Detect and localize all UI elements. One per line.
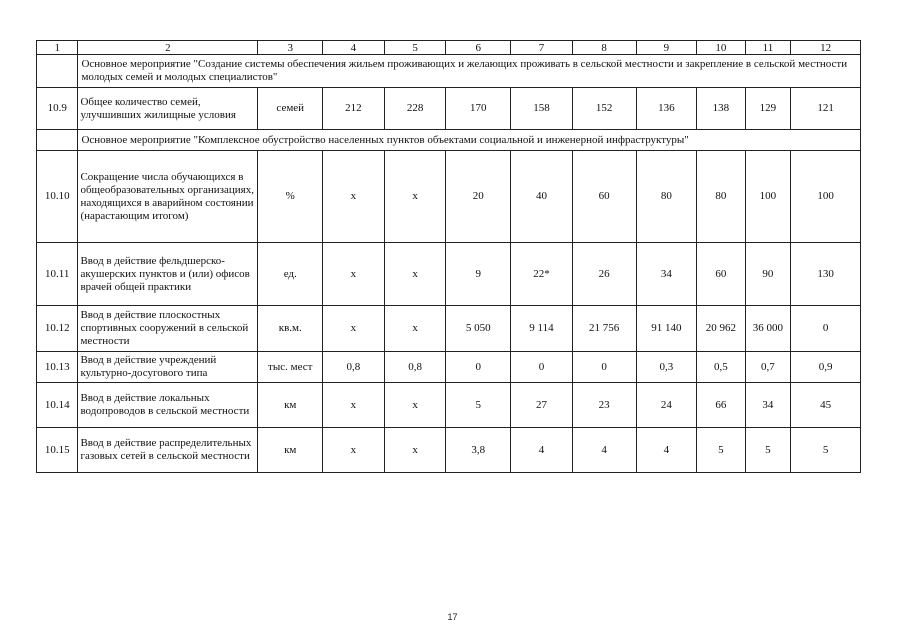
value-cell: 0 bbox=[572, 352, 636, 383]
indicator-name: Ввод в действие фельдшерско-акушерских пунктов и (или) офисов врачей общей практики bbox=[78, 243, 258, 306]
value-cell: 0 bbox=[446, 352, 511, 383]
value-cell: 228 bbox=[384, 88, 446, 130]
table-row bbox=[37, 352, 861, 383]
table-row bbox=[37, 306, 861, 352]
section-title: Основное мероприятие "Комплексное обустройство населенных пунктов объектами социальной и инженерной инфраструктуры" bbox=[78, 130, 861, 151]
value-cell: x bbox=[323, 151, 385, 243]
page-number: 17 bbox=[447, 612, 458, 622]
indicator-name: Ввод в действие локальных водопроводов в сельской местности bbox=[78, 383, 258, 428]
unit-cell: тыс. мест bbox=[258, 352, 323, 383]
value-cell: 170 bbox=[446, 88, 511, 130]
value-cell: 0,8 bbox=[323, 352, 385, 383]
column-number: 11 bbox=[745, 41, 790, 55]
column-number: 7 bbox=[511, 41, 573, 55]
value-cell: 5 bbox=[446, 383, 511, 428]
indicator-name: Общее количество семей, улучшивших жилищные условия bbox=[78, 88, 258, 130]
value-cell: x bbox=[384, 428, 446, 473]
row-number: 10.11 bbox=[37, 243, 78, 306]
value-cell: 158 bbox=[511, 88, 573, 130]
value-cell: 130 bbox=[791, 243, 861, 306]
unit-cell: км bbox=[258, 428, 323, 473]
value-cell: 80 bbox=[697, 151, 746, 243]
column-number: 12 bbox=[791, 41, 861, 55]
value-cell: 9 114 bbox=[511, 306, 573, 352]
value-cell: 138 bbox=[697, 88, 746, 130]
table-row bbox=[37, 88, 861, 130]
section-title: Основное мероприятие "Создание системы обеспечения жильем проживающих и желающих проживать в сельской местности и закрепление в сельской местности молодых семей и молодых специалистов" bbox=[78, 55, 861, 88]
value-cell: 40 bbox=[511, 151, 573, 243]
indicator-name: Ввод в действие плоскостных спортивных сооружений в сельской местности bbox=[78, 306, 258, 352]
indicator-name: Ввод в действие учреждений культурно-досугового типа bbox=[78, 352, 258, 383]
column-number: 3 bbox=[258, 41, 323, 55]
value-cell: 34 bbox=[636, 243, 697, 306]
value-cell: 0 bbox=[511, 352, 573, 383]
column-number: 9 bbox=[636, 41, 697, 55]
value-cell: 22* bbox=[511, 243, 573, 306]
column-number: 8 bbox=[572, 41, 636, 55]
column-number: 4 bbox=[323, 41, 385, 55]
value-cell: 9 bbox=[446, 243, 511, 306]
column-number: 10 bbox=[697, 41, 746, 55]
value-cell: 80 bbox=[636, 151, 697, 243]
table-row bbox=[37, 428, 861, 473]
value-cell: 5 bbox=[697, 428, 746, 473]
value-cell: 23 bbox=[572, 383, 636, 428]
value-cell: 66 bbox=[697, 383, 746, 428]
table-row bbox=[37, 151, 861, 243]
value-cell: 100 bbox=[791, 151, 861, 243]
value-cell: 4 bbox=[572, 428, 636, 473]
indicators-table bbox=[36, 40, 861, 473]
column-number: 5 bbox=[384, 41, 446, 55]
unit-cell: ед. bbox=[258, 243, 323, 306]
value-cell: x bbox=[323, 383, 385, 428]
value-cell: 24 bbox=[636, 383, 697, 428]
value-cell: 26 bbox=[572, 243, 636, 306]
value-cell: 0,9 bbox=[791, 352, 861, 383]
header-row bbox=[37, 41, 861, 55]
value-cell: 100 bbox=[745, 151, 790, 243]
unit-cell: км bbox=[258, 383, 323, 428]
value-cell: 5 bbox=[791, 428, 861, 473]
table-row bbox=[37, 243, 861, 306]
value-cell: 129 bbox=[745, 88, 790, 130]
value-cell: 0,7 bbox=[745, 352, 790, 383]
value-cell: x bbox=[384, 306, 446, 352]
empty-number-cell bbox=[37, 55, 78, 88]
value-cell: 91 140 bbox=[636, 306, 697, 352]
section-row bbox=[37, 55, 861, 88]
section-row bbox=[37, 130, 861, 151]
value-cell: 20 bbox=[446, 151, 511, 243]
value-cell: x bbox=[323, 243, 385, 306]
value-cell: 60 bbox=[572, 151, 636, 243]
value-cell: 136 bbox=[636, 88, 697, 130]
value-cell: 36 000 bbox=[745, 306, 790, 352]
table-row bbox=[37, 383, 861, 428]
value-cell: 212 bbox=[323, 88, 385, 130]
column-number: 2 bbox=[78, 41, 258, 55]
value-cell: 34 bbox=[745, 383, 790, 428]
value-cell: 21 756 bbox=[572, 306, 636, 352]
value-cell: 0,5 bbox=[697, 352, 746, 383]
row-number: 10.12 bbox=[37, 306, 78, 352]
value-cell: 4 bbox=[636, 428, 697, 473]
value-cell: 0 bbox=[791, 306, 861, 352]
row-number: 10.15 bbox=[37, 428, 78, 473]
column-number: 1 bbox=[37, 41, 78, 55]
unit-cell: % bbox=[258, 151, 323, 243]
value-cell: x bbox=[384, 243, 446, 306]
value-cell: 0,8 bbox=[384, 352, 446, 383]
row-number: 10.13 bbox=[37, 352, 78, 383]
indicator-name: Сокращение числа обучающихся в общеобразовательных организациях, находящихся в аварийном состоянии (нарастающим итогом) bbox=[78, 151, 258, 243]
value-cell: x bbox=[384, 151, 446, 243]
column-number: 6 bbox=[446, 41, 511, 55]
value-cell: 3,8 bbox=[446, 428, 511, 473]
value-cell: x bbox=[323, 428, 385, 473]
value-cell: 20 962 bbox=[697, 306, 746, 352]
table-body bbox=[37, 41, 861, 473]
row-number: 10.10 bbox=[37, 151, 78, 243]
value-cell: 152 bbox=[572, 88, 636, 130]
row-number: 10.14 bbox=[37, 383, 78, 428]
value-cell: 5 050 bbox=[446, 306, 511, 352]
value-cell: x bbox=[384, 383, 446, 428]
value-cell: x bbox=[323, 306, 385, 352]
value-cell: 27 bbox=[511, 383, 573, 428]
unit-cell: семей bbox=[258, 88, 323, 130]
value-cell: 45 bbox=[791, 383, 861, 428]
value-cell: 121 bbox=[791, 88, 861, 130]
row-number: 10.9 bbox=[37, 88, 78, 130]
value-cell: 0,3 bbox=[636, 352, 697, 383]
value-cell: 60 bbox=[697, 243, 746, 306]
indicator-name: Ввод в действие распределительных газовых сетей в сельской местности bbox=[78, 428, 258, 473]
value-cell: 90 bbox=[745, 243, 790, 306]
value-cell: 5 bbox=[745, 428, 790, 473]
empty-number-cell bbox=[37, 130, 78, 151]
value-cell: 4 bbox=[511, 428, 573, 473]
unit-cell: кв.м. bbox=[258, 306, 323, 352]
